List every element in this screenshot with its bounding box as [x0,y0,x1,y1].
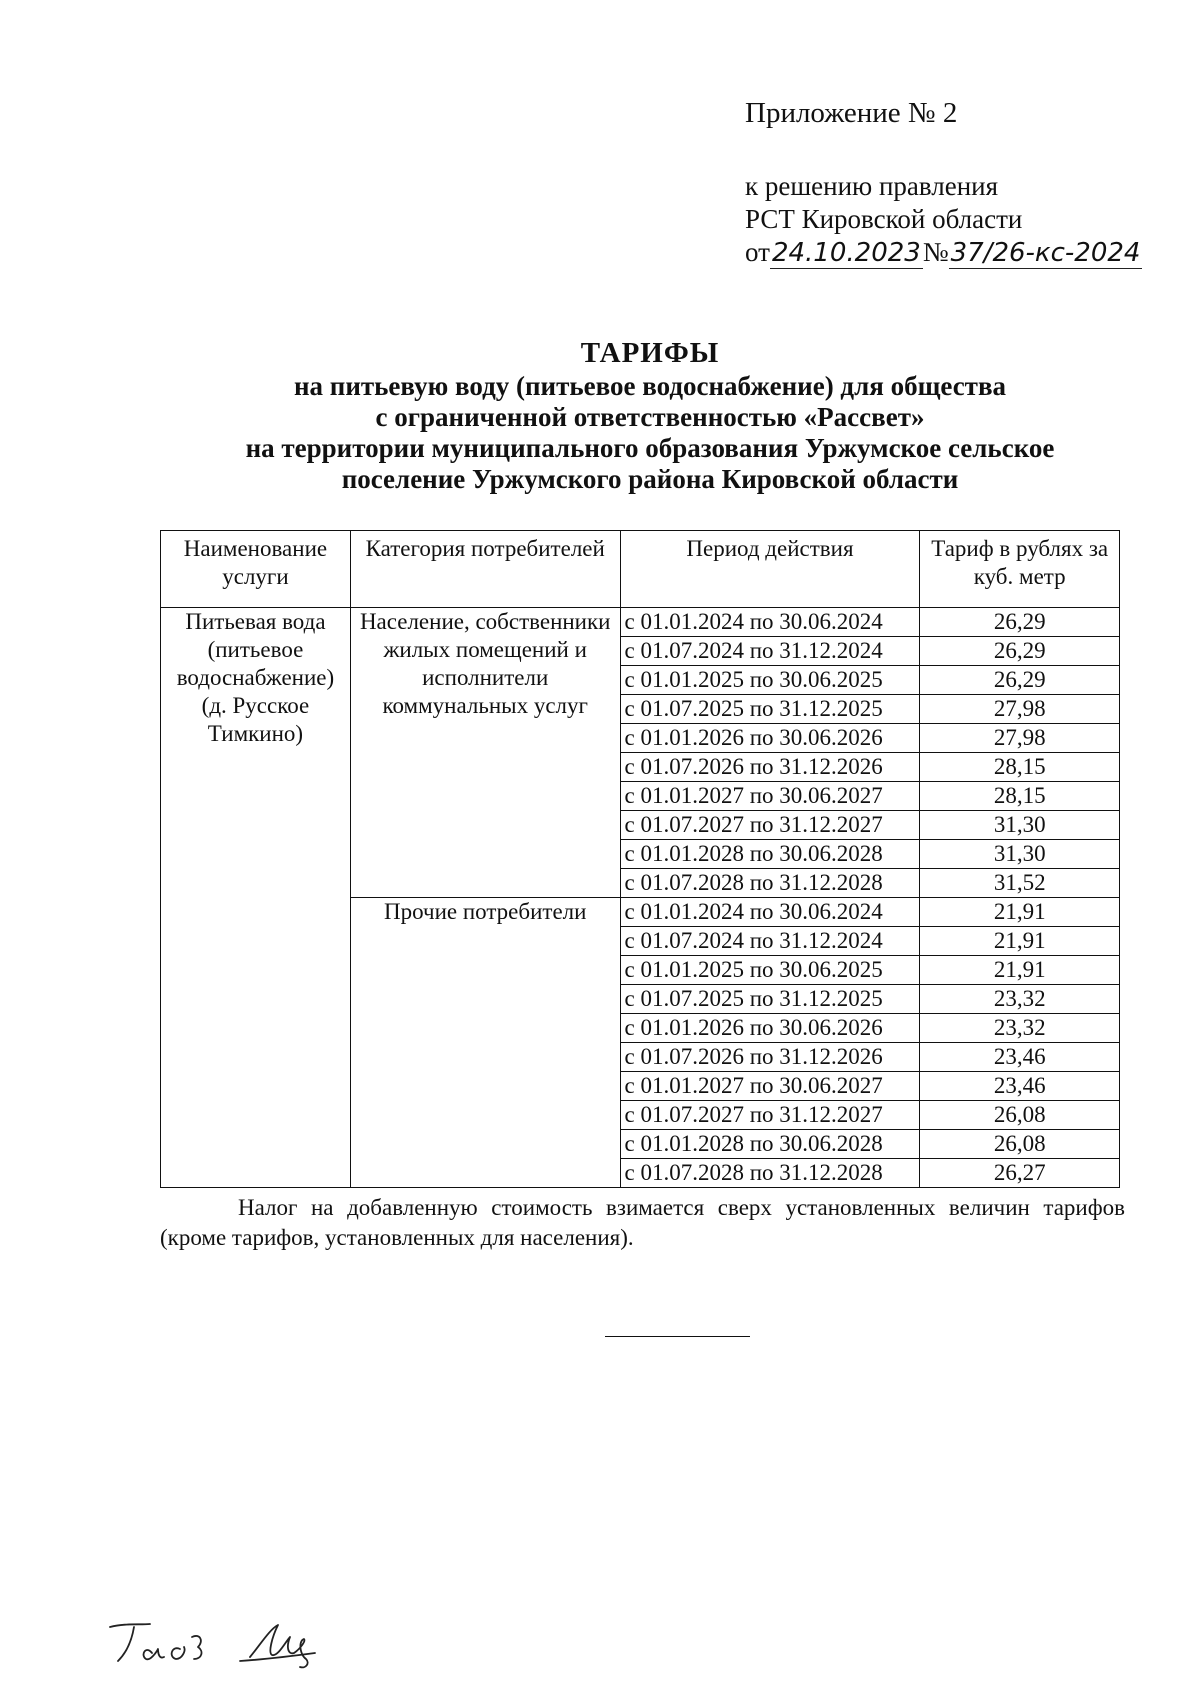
title-line-2: с ограниченной ответственностью «Рассвет» [375,402,925,432]
signature-image [100,1615,360,1675]
title-line-1: на питьевую воду (питьевое водоснабжение) для общества [293,371,1007,401]
period-cell: с 01.01.2028 по 30.06.2028 [620,840,920,869]
tariff-cell: 31,30 [920,840,1120,869]
tariff-cell: 23,32 [920,985,1120,1014]
tariff-cell: 21,91 [920,898,1120,927]
period-cell: с 01.07.2026 по 31.12.2026 [620,1043,920,1072]
period-cell: с 01.01.2026 по 30.06.2026 [620,1014,920,1043]
header-service: Наименование услуги [161,531,351,608]
period-cell: с 01.07.2028 по 31.12.2028 [620,1159,920,1188]
tariff-cell: 21,91 [920,927,1120,956]
ref-number: 37/26-кс-2024 [950,238,1141,268]
tariff-table-body [161,608,1120,1188]
document-title [150,335,1150,495]
period-cell: с 01.01.2025 по 30.06.2025 [620,666,920,695]
period-cell: с 01.01.2027 по 30.06.2027 [620,782,920,811]
decision-reference [745,170,1142,269]
period-cell: с 01.07.2025 по 31.12.2025 [620,695,920,724]
table-row [161,608,1120,637]
header-category: Категория потребителей [350,531,620,608]
tariff-cell: 31,52 [920,869,1120,898]
tariff-cell: 23,46 [920,1043,1120,1072]
tariff-cell: 26,27 [920,1159,1120,1188]
ref-number-sign: № [922,237,949,267]
tariff-cell: 26,08 [920,1101,1120,1130]
vat-note: Налог на добавленную стоимость взимается сверх установленных величин тарифов (кроме тарифов, установленных для населения). [160,1195,1125,1250]
tariff-cell: 27,98 [920,695,1120,724]
period-cell: с 01.07.2025 по 31.12.2025 [620,985,920,1014]
ref-line-3 [745,236,1142,269]
tariff-table [160,530,1120,1188]
tariff-cell: 26,29 [920,666,1120,695]
period-cell: с 01.07.2027 по 31.12.2027 [620,811,920,840]
tariff-cell: 26,08 [920,1130,1120,1159]
tariff-cell: 27,98 [920,724,1120,753]
period-cell: с 01.01.2028 по 30.06.2028 [620,1130,920,1159]
period-cell: с 01.01.2024 по 30.06.2024 [620,898,920,927]
tariff-cell: 21,91 [920,956,1120,985]
ref-line-1: к решению правления [745,171,999,201]
ref-from: от [745,237,770,267]
tariff-cell: 26,29 [920,637,1120,666]
period-cell: с 01.07.2028 по 31.12.2028 [620,869,920,898]
tariff-cell: 28,15 [920,782,1120,811]
header-tariff: Тариф в рублях за куб. метр [920,531,1120,608]
tariff-cell: 23,46 [920,1072,1120,1101]
title-line-4: поселение Уржумского района Кировской области [341,464,959,494]
service-name-cell: Питьевая вода (питьевое водоснабжение) (д. Русское Тимкино) [161,608,351,1188]
period-cell: с 01.07.2026 по 31.12.2026 [620,753,920,782]
period-cell: с 01.07.2024 по 31.12.2024 [620,927,920,956]
ref-line-2: РСТ Кировской области [745,204,1023,234]
table-header-row [161,531,1120,608]
appendix-label: Приложение № 2 [745,97,958,129]
period-cell: с 01.01.2025 по 30.06.2025 [620,956,920,985]
closing-rule [605,1336,750,1337]
category-cell: Население, собственники жилых помещений и исполнители коммунальных услуг [350,608,620,898]
period-cell: с 01.01.2026 по 30.06.2026 [620,724,920,753]
title-main: ТАРИФЫ [580,337,720,369]
tariff-cell: 28,15 [920,753,1120,782]
category-cell: Прочие потребители [350,898,620,1188]
tariff-cell: 26,29 [920,608,1120,637]
header-period: Период действия [620,531,920,608]
period-cell: с 01.01.2024 по 30.06.2024 [620,608,920,637]
period-cell: с 01.07.2024 по 31.12.2024 [620,637,920,666]
tariff-cell: 23,32 [920,1014,1120,1043]
signature [100,1615,360,1680]
tariff-cell: 31,30 [920,811,1120,840]
period-cell: с 01.07.2027 по 31.12.2027 [620,1101,920,1130]
title-line-3: на территории муниципального образования Уржумское сельское [245,433,1055,463]
ref-date: 24.10.2023 [771,238,921,268]
period-cell: с 01.01.2027 по 30.06.2027 [620,1072,920,1101]
